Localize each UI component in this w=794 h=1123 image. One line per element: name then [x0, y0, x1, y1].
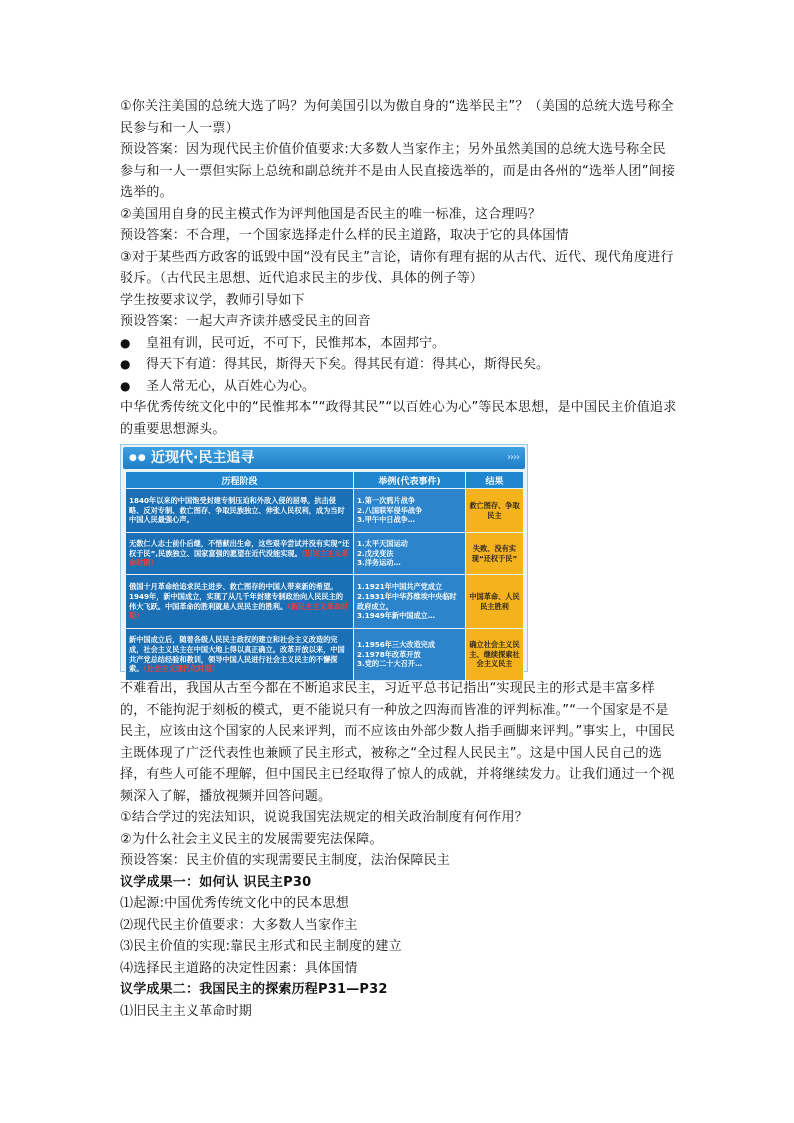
list-item [120, 354, 678, 376]
question-1: ①你关注美国的总统大选了吗？为何美国引以为傲自身的“选举民主”？（美国的总统大选号称全民参与和一人一票） [120, 99, 674, 136]
result-one-heading: 议学成果一：如何认 识民主P30 [120, 874, 312, 890]
result-cell: 失败、没有实现“还权于民” [466, 533, 524, 575]
table-row [126, 489, 524, 533]
answer-2: 预设答案：不合理，一个国家选择走什么样的民主道路，取决于它的具体国情 [120, 228, 569, 243]
result-cell: 中国革命、人民民主胜利 [466, 575, 524, 629]
stage-cell: 无数仁人志士前仆后继，不惜献出生命，这些艰辛尝试并没有实现“还权于民”,民族独立、国家富强的愿望在近代没能实现。（旧民主主义革命时期） [126, 533, 354, 575]
timeline-table [125, 471, 524, 681]
bullet-icon: ● [120, 335, 131, 350]
column-header: 举例(代表事件) [354, 472, 466, 489]
column-header: 历程阶段 [126, 472, 354, 489]
teacher-guidance: 学生按要求议学，教师引导如下 [120, 292, 305, 308]
bullet-text: 皇祖有训，民可近，不可下，民惟邦本，本固邦宁。 [146, 335, 446, 351]
result-one-item: ⑷选择民主道路的决定性因素：具体国情 [120, 960, 358, 976]
answer-3: 预设答案：一起大声齐读并感受民主的回音 [120, 314, 371, 329]
bullet-text: 圣人常无心，从百姓心为心。 [146, 378, 316, 394]
table-header-row [126, 472, 524, 489]
list-item [120, 333, 678, 355]
figure-header [123, 447, 525, 469]
result-one-item: ⑶民主价值的实现:靠民主形式和民主制度的建立 [120, 939, 402, 954]
analysis-paragraph: 不难看出，我国从古至今都在不断追求民主，习近平总书记指出“实现民主的形式是丰富多样的，不能拘泥于刻板的模式，更不能说只有一种放之四海而皆准的评判标准。”“一个国家是不是民主，应该由这个国家的人民来评判，而不应该由外部少数人指手画脚来评判。”事实上，中国民主既体现了广泛代表性也兼顾了民主形式，被称之“全过程人民民主”。这是中国人民自己的选择，有些人可能不理解，但中国民主已经取得了惊人的成就，并将继续发力。让我们通过一个视频深入了解，播放视频并回答问题。 [120, 681, 675, 804]
result-two-heading: 议学成果二：我国民主的探索历程P31—P32 [120, 982, 388, 997]
events-cell: 1.1956年三大改造完成 2.1978年改革开放 3.党的二十大召开… [354, 629, 466, 681]
democracy-timeline-figure [120, 444, 528, 672]
answer-4: 预设答案：民主价值的实现需要民主制度，法治保障民主 [120, 853, 451, 868]
result-cell: 救亡图存、争取民主 [466, 489, 524, 533]
video-question-1: ①结合学过的宪法知识，说说我国宪法规定的相关政治制度有何作用？ [120, 810, 528, 825]
minben-summary: 中华优秀传统文化中的“民惟邦本”“政得其民”“以百姓心为心”等民本思想，是中国民主价值追求的重要思想源头。 [120, 400, 677, 437]
bullet-icon: ● [120, 378, 131, 393]
result-one-item: ⑵现代民主价值要求：大多数人当家作主 [120, 917, 358, 933]
video-question-2: ②为什么社会主义民主的发展需要宪法保障。 [120, 831, 383, 847]
dots-icon: ●● [129, 453, 147, 463]
arrows-icon: ›››› [507, 452, 519, 463]
events-cell: 1.太平天国运动 2.戊戌变法 3.洋务运动… [354, 533, 466, 575]
answer-1: 预设答案：因为现代民主价值价值要求:大多数人当家作主；另外虽然美国的总统大选号称全民参与和一人一票但实际上总统和副总统并不是由人民直接选举的，而是由各州的“选举人团”间接选举的。 [120, 142, 676, 200]
result-cell: 确立社会主义民主、继续探索社会主义民主 [466, 629, 524, 681]
result-two-item: ⑴旧民主主义革命时期 [120, 1003, 253, 1019]
document-page [120, 96, 678, 1022]
stage-cell: 新中国成立后，随着各级人民民主政权的建立和社会主义改造的完成，社会主义民主在中国大地上得以真正确立。改革开放以来，中国共产党总结经验和教训，领导中国人民进行社会主义民主的不懈探索。（社会主义现代化时期） [126, 629, 354, 681]
result-one-item: ⑴起源:中国优秀传统文化中的民本思想 [120, 896, 349, 911]
bullet-icon: ● [120, 357, 131, 371]
table-row [126, 533, 524, 575]
bullet-text: 得天下有道：得其民，斯得天下矣。得其民有道：得其心，斯得民矣。 [146, 357, 550, 372]
table-row [126, 629, 524, 681]
list-item [120, 376, 678, 398]
stage-cell: 1840年以来的中国饱受封建专制压迫和外敌入侵的屈辱。抗击侵略、反对专制、救亡图存、争取民族独立、伸张人民权利，成为当时中国人民最强心声。 [126, 489, 354, 533]
events-cell: 1.第一次鸦片战争 2.八国联军侵华战争 3.甲午中日战争… [354, 489, 466, 533]
table-row [126, 575, 524, 629]
column-header: 结果 [466, 472, 524, 489]
question-2: ②美国用自身的民主模式作为评判他国是否民主的唯一标准，这合理吗？ [120, 206, 542, 222]
question-3: ③对于某些西方政客的诋毁中国“没有民主”言论，请你有理有据的从古代、近代、现代角度进行驳斥。（古代民主思想、近代追求民主的步伐、具体的例子等） [120, 249, 674, 286]
stage-cell: 俄国十月革命给追求民主进步、救亡图存的中国人带来新的希望。1949年，新中国成立，实现了从几千年封建专制政治向人民民主的伟大飞跃。中国革命的胜利就是人民民主的胜利。（新民主主义革命时期） [126, 575, 354, 629]
figure-title: 近现代·民主追寻 [151, 450, 255, 466]
events-cell: 1.1921年中国共产党成立 2.1931年中华苏维埃中央临时政府成立。 3.1949年新中国成立… [354, 575, 466, 629]
